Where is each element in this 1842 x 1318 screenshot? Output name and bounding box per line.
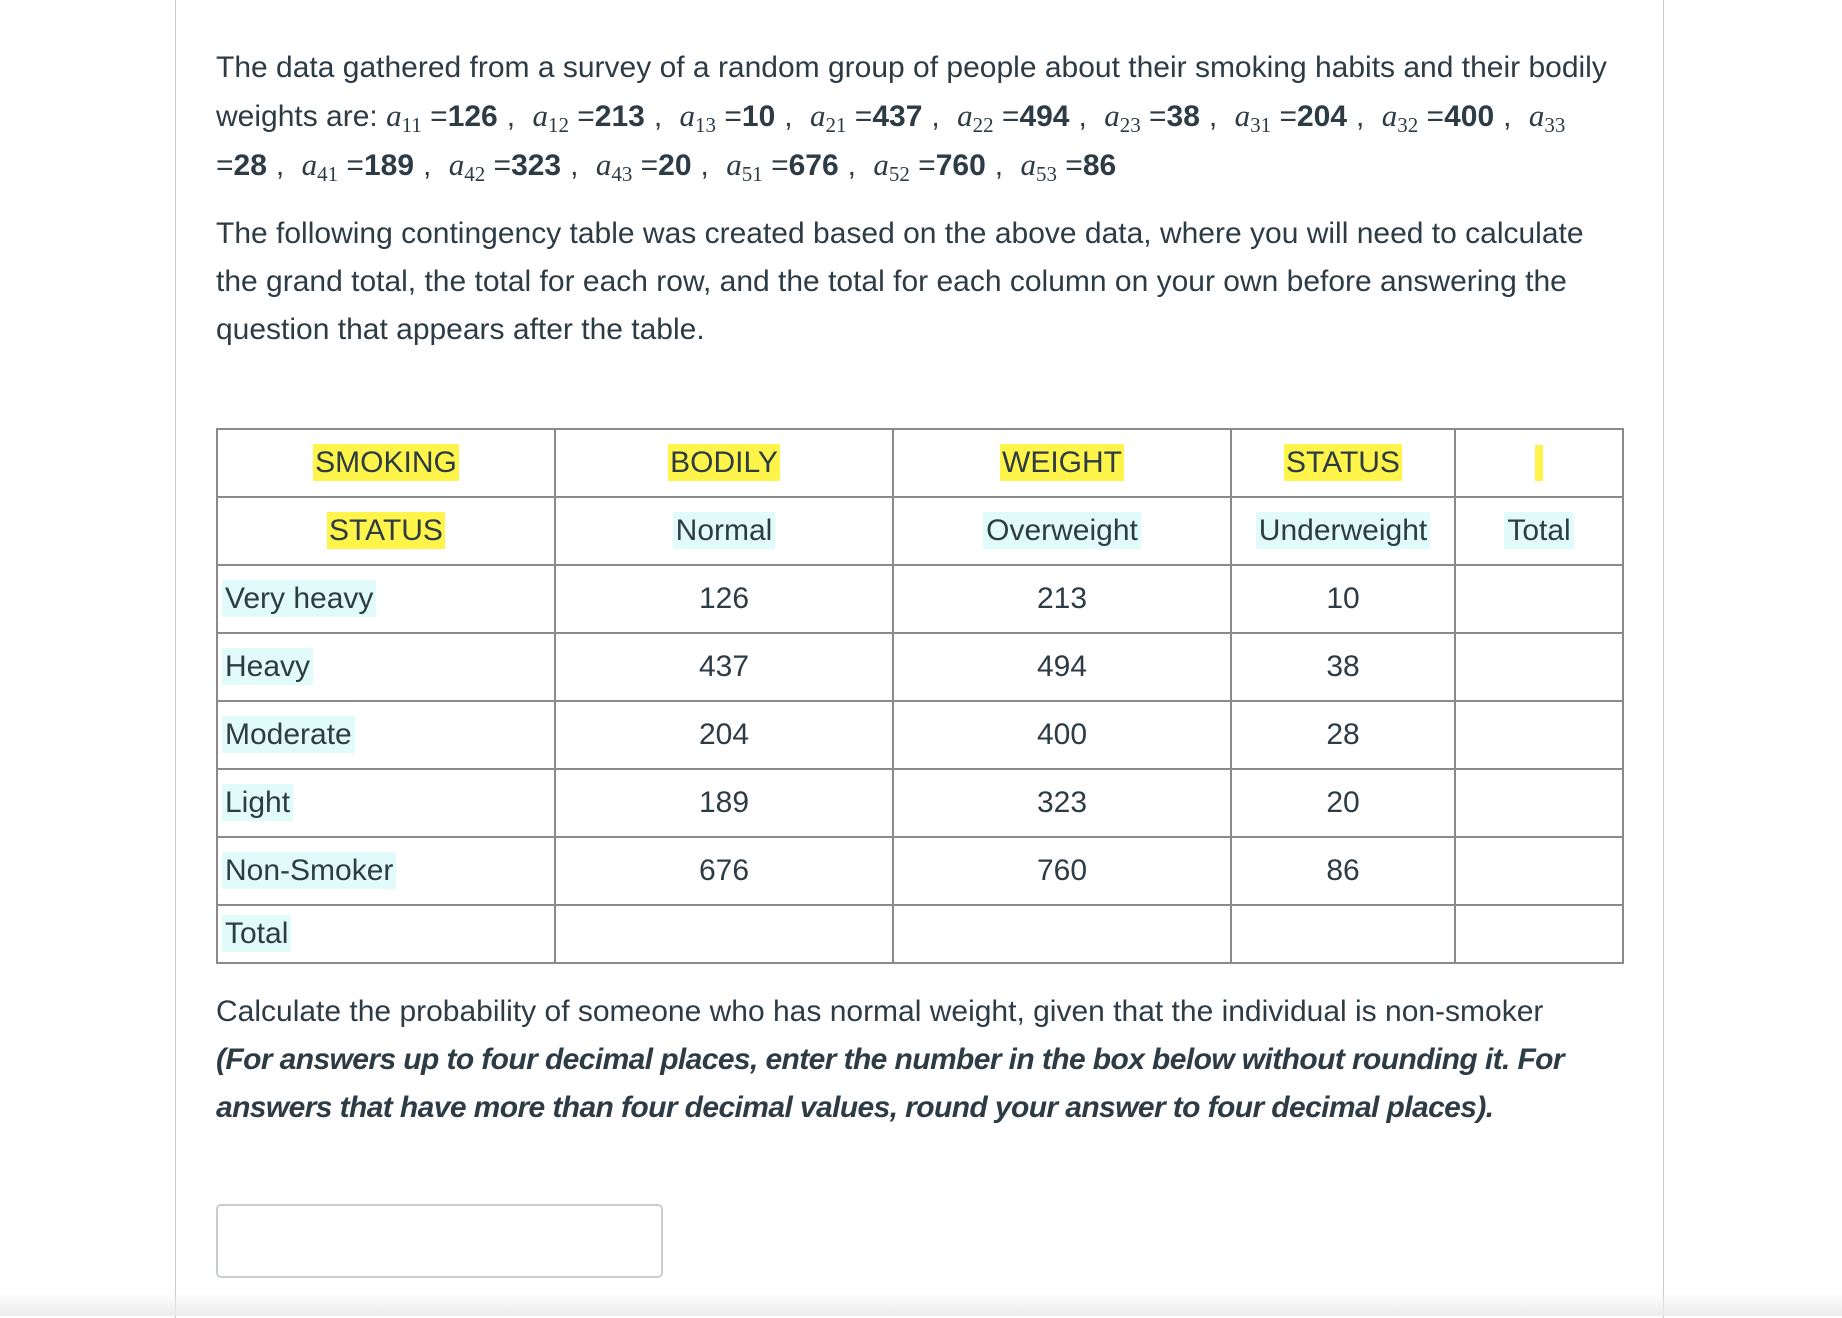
bottom-shadow xyxy=(0,1292,1842,1316)
entry-subscript: 22 xyxy=(972,113,994,137)
table-cell: 28 xyxy=(1231,701,1455,769)
data-entry: $a_{12} =213$ , xyxy=(532,98,663,137)
entry-value: 437 xyxy=(872,100,923,133)
table-row xyxy=(217,837,1623,905)
table-cell: 760 xyxy=(893,837,1231,905)
data-entry: $a_{22} =494$ , xyxy=(957,98,1087,137)
entry-subscript: 11 xyxy=(401,113,422,137)
intro-text: The data gathered from a survey of a random group of people about their smoking habits and their bodily weights are: xyxy=(216,51,1607,133)
subheader-cell: Underweight xyxy=(1231,497,1455,565)
data-entry: $a_{11} =126$ , xyxy=(386,98,516,137)
subheader-cell: Overweight xyxy=(893,497,1231,565)
entry-subscript: 32 xyxy=(1397,113,1419,137)
entry-subscript: 42 xyxy=(464,162,486,186)
entry-symbol: $a_{53}$ xyxy=(1020,147,1057,186)
answer-input[interactable] xyxy=(216,1204,663,1278)
table-cell-total xyxy=(1455,905,1623,963)
question-note: (For answers up to four decimal places, enter the number in the box below without rounding it. For answers that have more than four decimal values, round your answer to four decimal places). xyxy=(216,1043,1564,1124)
table-header-row xyxy=(217,429,1623,497)
entry-subscript: 41 xyxy=(317,162,339,186)
entry-value: 20 xyxy=(658,149,692,182)
entry-value: 28 xyxy=(233,149,267,182)
entry-value: 10 xyxy=(741,100,776,133)
data-entry: $a_{42} =323$ , xyxy=(448,147,579,186)
header-cell: SMOKING xyxy=(217,429,555,497)
table-total-row xyxy=(217,905,1623,963)
entry-value: 213 xyxy=(594,100,645,133)
description-paragraph: The following contingency table was created based on the above data, where you will need to calculate the grand total, the total for each row, and the total for each column on your own before answering the question that appears after the table. xyxy=(216,217,1584,346)
question-prompt: Calculate the probability of someone who has normal weight, given that the individual is non-smoker xyxy=(216,995,1544,1028)
row-label: Heavy xyxy=(217,633,555,701)
data-entry: $a_{32} =400$ , xyxy=(1381,98,1512,137)
entry-subscript: 31 xyxy=(1250,113,1272,137)
entry-symbol: $a_{52}$ xyxy=(873,147,910,186)
table-subheader-row xyxy=(217,497,1623,565)
row-label: Non-Smoker xyxy=(217,837,555,905)
table-cell: 494 xyxy=(893,633,1231,701)
entry-subscript: 52 xyxy=(888,162,910,186)
question-content xyxy=(216,44,1626,354)
entry-value: 676 xyxy=(788,149,839,182)
data-entry: $a_{33} =28$ , xyxy=(216,98,1566,182)
entry-symbol: $a_{41}$ xyxy=(301,147,339,186)
question-text xyxy=(216,988,1636,1132)
entry-symbol: $a_{21}$ xyxy=(809,98,847,137)
row-label: Moderate xyxy=(217,701,555,769)
entry-symbol: $a_{11}$ xyxy=(386,98,422,137)
entry-value: 189 xyxy=(363,149,415,182)
entry-symbol: $a_{31}$ xyxy=(1234,98,1272,137)
subheader-cell: Normal xyxy=(555,497,893,565)
table-cell-total xyxy=(1455,633,1623,701)
entry-symbol: $a_{33}$ xyxy=(1528,98,1566,137)
subheader-cell: STATUS xyxy=(217,497,555,565)
contingency-table xyxy=(216,428,1624,964)
table-cell: 323 xyxy=(893,769,1231,837)
entry-subscript: 13 xyxy=(695,113,717,137)
table-cell: 126 xyxy=(555,565,893,633)
entry-symbol: $a_{42}$ xyxy=(448,147,486,186)
entry-value: 400 xyxy=(1444,100,1495,133)
header-cell-empty xyxy=(1455,429,1623,497)
table-row xyxy=(217,633,1623,701)
entry-symbol: $a_{12}$ xyxy=(532,98,569,137)
subheader-cell: Total xyxy=(1455,497,1623,565)
entry-value: 760 xyxy=(935,149,986,182)
table-cell: 213 xyxy=(893,565,1231,633)
table-cell: 20 xyxy=(1231,769,1455,837)
data-entry: $a_{51} =676$ , xyxy=(726,147,856,186)
table-cell-total xyxy=(1231,905,1455,963)
table-cell-total xyxy=(893,905,1231,963)
table-cell: 10 xyxy=(1231,565,1455,633)
table-cell-total xyxy=(1455,837,1623,905)
table-row xyxy=(217,701,1623,769)
entry-subscript: 33 xyxy=(1544,113,1566,137)
entry-subscript: 51 xyxy=(741,162,763,186)
entry-value: 323 xyxy=(511,149,562,182)
entry-subscript: 21 xyxy=(825,113,847,137)
row-label: Light xyxy=(217,769,555,837)
entry-symbol: $a_{23}$ xyxy=(1104,98,1141,137)
entry-symbol: $a_{13}$ xyxy=(679,98,717,137)
entry-symbol: $a_{22}$ xyxy=(957,98,994,137)
table-row xyxy=(217,769,1623,837)
data-entry: $a_{43} =20$ , xyxy=(595,147,709,186)
data-entries xyxy=(216,98,1566,186)
entry-subscript: 43 xyxy=(611,162,633,186)
data-entry: $a_{53} =86$ xyxy=(1020,147,1117,186)
data-entry: $a_{13} =10$ , xyxy=(679,98,793,137)
entry-subscript: 12 xyxy=(547,113,569,137)
entry-value: 38 xyxy=(1166,100,1200,133)
entry-value: 86 xyxy=(1082,149,1117,182)
row-label: Very heavy xyxy=(217,565,555,633)
table-cell: 38 xyxy=(1231,633,1455,701)
data-entry: $a_{21} =437$ , xyxy=(809,98,940,137)
entry-symbol: $a_{32}$ xyxy=(1381,98,1419,137)
table-cell-total xyxy=(555,905,893,963)
header-cell: WEIGHT xyxy=(893,429,1231,497)
table-cell: 86 xyxy=(1231,837,1455,905)
entry-subscript: 23 xyxy=(1119,113,1141,137)
data-paragraph xyxy=(216,44,1626,190)
entry-symbol: $a_{43}$ xyxy=(595,147,633,186)
highlight-cursor xyxy=(1535,445,1543,481)
table-cell: 676 xyxy=(555,837,893,905)
table-cell: 204 xyxy=(555,701,893,769)
data-entry: $a_{23} =38$ , xyxy=(1104,98,1218,137)
entry-symbol: $a_{51}$ xyxy=(726,147,763,186)
entry-value: 126 xyxy=(447,100,498,133)
header-cell: BODILY xyxy=(555,429,893,497)
entry-subscript: 53 xyxy=(1035,162,1057,186)
table-row xyxy=(217,565,1623,633)
table-cell-total xyxy=(1455,701,1623,769)
table-cell: 189 xyxy=(555,769,893,837)
data-entry: $a_{41} =189$ , xyxy=(301,147,432,186)
entry-value: 204 xyxy=(1296,100,1348,133)
data-entry: $a_{31} =204$ , xyxy=(1234,98,1365,137)
table-cell: 437 xyxy=(555,633,893,701)
data-entry: $a_{52} =760$ , xyxy=(873,147,1004,186)
row-label: Total xyxy=(217,905,555,963)
entry-value: 494 xyxy=(1019,100,1070,133)
header-cell: STATUS xyxy=(1231,429,1455,497)
table-cell-total xyxy=(1455,565,1623,633)
table-cell-total xyxy=(1455,769,1623,837)
table-cell: 400 xyxy=(893,701,1231,769)
